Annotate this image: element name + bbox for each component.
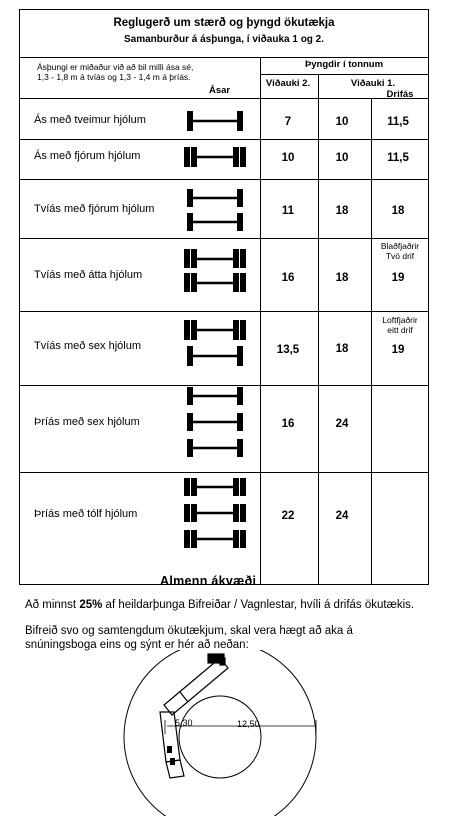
cell-annex2: 7 <box>284 116 292 128</box>
row-label: Tvíás með átta hjólum <box>34 269 143 281</box>
row-label: Tvíás með fjórum hjólum <box>34 203 155 215</box>
cell-annex1: 24 <box>335 418 349 430</box>
cell-annex2: 16 <box>281 272 295 284</box>
inner-radius-label: 5,30 <box>175 718 193 728</box>
column-header-drive-axle: Drifás <box>386 89 414 100</box>
cell-drive: 19 <box>391 272 405 284</box>
general-paragraph-2-line2: snúningsboga eins og sýnt er hér að neðan: <box>25 639 249 651</box>
table-note-line1: Ásþungi er miðaður við að bil milli ása sé, <box>37 62 194 72</box>
cell-annex2: 11 <box>281 205 295 217</box>
cell-annex1: 10 <box>335 116 349 128</box>
outer-radius-label: 12,50 <box>237 719 260 729</box>
cell-annex1: 24 <box>335 510 349 522</box>
cell-annex2: 22 <box>281 510 295 522</box>
tridem-12-wheels-icon <box>184 478 246 548</box>
column-header-annex2: Viðauki 2. <box>265 78 311 89</box>
tandem-4-wheels-icon <box>187 189 243 231</box>
row-label: Ás með fjórum hjólum <box>34 150 141 162</box>
cell-drive-note: eitt drif <box>387 325 413 335</box>
row-label: Tvíás með sex hjólum <box>34 340 141 352</box>
general-heading: Almenn ákvæði <box>160 574 257 588</box>
tridem-6-wheels-icon <box>187 387 243 457</box>
axle-2-wheels-icon <box>187 111 243 131</box>
column-header-annex1: Viðauki 1. <box>350 78 396 89</box>
column-header-axles: Ásar <box>209 85 231 96</box>
row-label: Ás með tveimur hjólum <box>34 114 146 126</box>
cell-drive: 11,5 <box>387 152 409 164</box>
cell-drive-note: Loftfjaðrir <box>382 315 418 325</box>
cell-annex1: 18 <box>335 205 349 217</box>
table-subtitle: Samanburður á ásþunga, í viðauka 1 og 2. <box>123 34 325 45</box>
tandem-8-wheels-icon <box>184 249 246 292</box>
cell-annex2: 10 <box>281 152 295 164</box>
axle-4-wheels-icon <box>184 147 246 167</box>
axle-diagrams <box>180 100 250 580</box>
cell-annex2: 13,5 <box>276 344 300 356</box>
column-header-weight-group: Þyngdir í tonnum <box>304 59 384 70</box>
table-title: Reglugerð um stærð og þyngd ökutækja <box>113 17 335 29</box>
percent-value: 25% <box>79 599 103 611</box>
cell-annex2: 16 <box>281 418 295 430</box>
cell-drive: 19 <box>391 344 405 356</box>
cell-drive: 11,5 <box>387 116 409 128</box>
cell-drive-note: Tvö drif <box>385 251 415 261</box>
cell-annex1: 18 <box>335 343 349 355</box>
general-paragraph-1: Að minnst 25% af heildarþunga Bifreiðar / Vagnlestar, hvíli á drifás ökutækis. <box>25 599 415 611</box>
tandem-6-wheels-icon <box>184 320 246 366</box>
turning-circle-diagram <box>120 650 320 816</box>
row-label: Þríás með sex hjólum <box>34 416 140 428</box>
table-note-line2: 1,3 - 1,8 m á tvíás og 1,3 - 1,4 m á þríás. <box>37 72 191 82</box>
cell-drive: 18 <box>391 205 405 217</box>
cell-drive-note: Blaðfjaðrir <box>380 241 420 251</box>
cell-annex1: 10 <box>335 152 349 164</box>
row-label: Þríás með tólf hjólum <box>34 508 138 520</box>
general-paragraph-2-line1: Bifreið svo og samtengdum ökutækjum, skal vera hægt að aka á <box>25 625 353 637</box>
cell-annex1: 18 <box>335 272 349 284</box>
